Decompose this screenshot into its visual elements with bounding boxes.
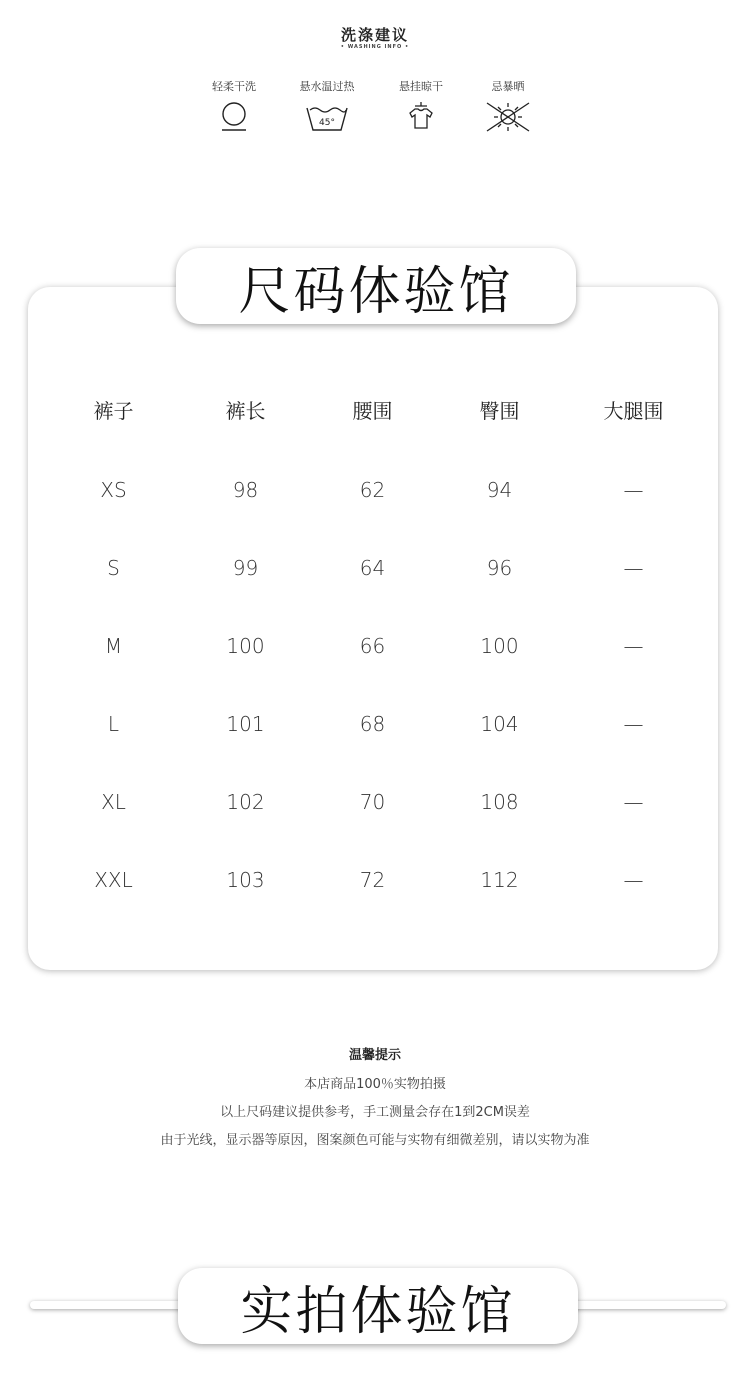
header-hip: 臀围 — [479, 399, 520, 423]
wash-label: 轻柔干洗 — [212, 80, 256, 93]
table-row — [50, 712, 700, 790]
length-value: 101 — [226, 712, 265, 736]
wash-label: 忌暴晒 — [491, 80, 525, 93]
table-row — [50, 556, 700, 634]
table-row — [50, 634, 700, 712]
divider-right — [556, 1301, 726, 1309]
size-table — [50, 395, 700, 946]
hip-value: 112 — [480, 868, 519, 892]
thigh-value: — — [623, 868, 644, 892]
washing-title: 洗涤建议 — [340, 26, 409, 44]
header-thigh: 大腿围 — [603, 399, 664, 423]
length-value: 100 — [226, 634, 265, 658]
size-label: S — [107, 556, 120, 580]
wash-item-gentle-dry-clean — [189, 78, 279, 134]
header-length: 裤长 — [225, 399, 266, 423]
hip-value: 94 — [486, 478, 513, 502]
waist-value: 68 — [359, 712, 386, 736]
thigh-value: — — [623, 790, 644, 814]
waist-value: 64 — [359, 556, 386, 580]
header-pants: 裤子 — [93, 399, 134, 423]
length-value: 99 — [232, 556, 259, 580]
length-value: 103 — [226, 868, 265, 892]
wash-label: 悬挂晾干 — [399, 80, 443, 93]
waist-value: 62 — [359, 478, 386, 502]
size-table-header — [50, 395, 700, 450]
tips-line: 以上尺码建议提供参考，手工测量会存在1到2CM误差 — [220, 1105, 530, 1120]
size-label: L — [107, 712, 120, 736]
photo-section-title: 实拍体验馆 — [178, 1268, 578, 1344]
length-value: 98 — [232, 478, 259, 502]
waist-value: 70 — [359, 790, 386, 814]
size-label: XXL — [94, 868, 133, 892]
thigh-value: — — [623, 478, 644, 502]
table-row — [50, 478, 700, 556]
tips-section — [0, 1044, 750, 1155]
tips-line: 本店商品100％实物拍摄 — [304, 1077, 446, 1092]
thigh-value: — — [623, 634, 644, 658]
hip-value: 108 — [480, 790, 519, 814]
wash-item-water-temp — [282, 78, 372, 134]
wash-item-hang-dry — [376, 78, 466, 134]
size-label: XL — [101, 790, 126, 814]
wash-item-no-sun — [463, 78, 553, 134]
tips-title: 温馨提示 — [348, 1048, 401, 1063]
no-sun-exposure-icon — [484, 100, 532, 134]
header-waist: 腰围 — [352, 399, 393, 423]
table-row — [50, 790, 700, 868]
hip-value: 104 — [480, 712, 519, 736]
washing-subtitle: • WASHING INFO • — [340, 44, 410, 50]
wash-temp-text: 45° — [319, 118, 335, 128]
table-row — [50, 868, 700, 946]
size-section-title: 尺码体验馆 — [176, 248, 576, 324]
length-value: 102 — [226, 790, 265, 814]
hang-dry-icon — [404, 100, 438, 134]
divider-left — [30, 1301, 200, 1309]
tips-line: 由于光线，显示器等原因，图案颜色可能与实物有细微差别，请以实物为准 — [160, 1133, 590, 1148]
thigh-value: — — [623, 556, 644, 580]
wash-label: 悬水温过热 — [299, 80, 355, 93]
waist-value: 66 — [359, 634, 386, 658]
thigh-value: — — [623, 712, 644, 736]
gentle-dry-clean-icon — [217, 100, 251, 134]
size-label: M — [104, 634, 123, 658]
size-label: XS — [100, 478, 127, 502]
hip-value: 100 — [480, 634, 519, 658]
hip-value: 96 — [486, 556, 513, 580]
wash-45-degrees-icon — [304, 100, 350, 134]
waist-value: 72 — [359, 868, 386, 892]
